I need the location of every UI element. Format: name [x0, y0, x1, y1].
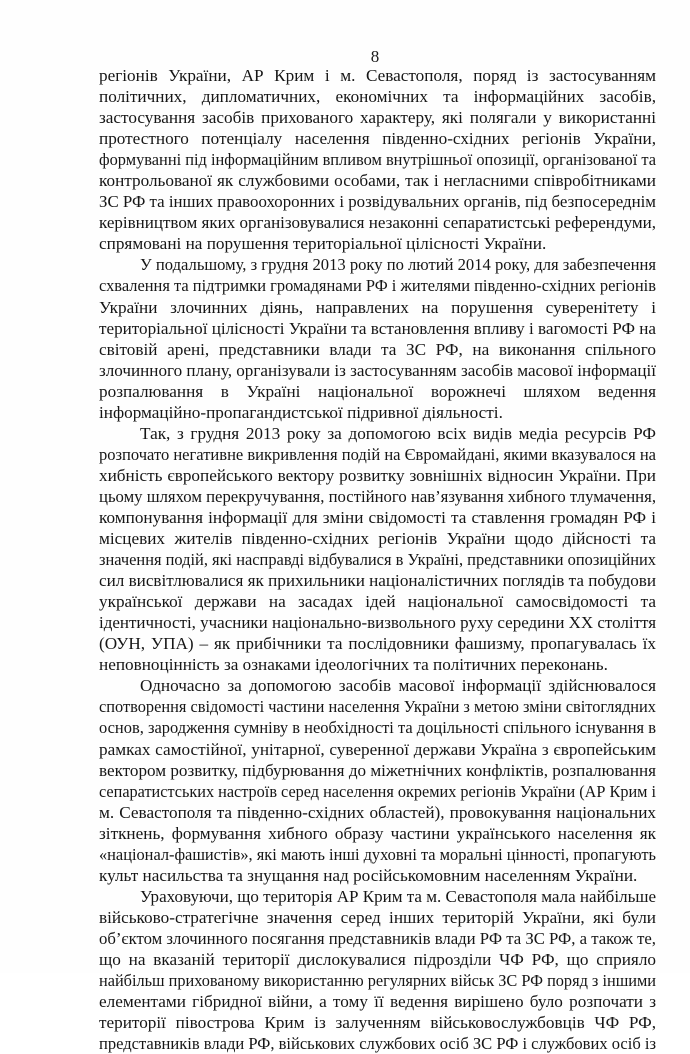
- text-line: [99, 570, 656, 591]
- text-line-content: основ, зародження сумніву в необхідності та доцільності спільного існування в: [99, 718, 656, 738]
- text-line: [99, 275, 656, 296]
- text-line-content: «націонал-фашистів», які мають інші духовні та моральні цінності, пропагують: [99, 844, 656, 864]
- text-line: [99, 760, 656, 781]
- text-line: [99, 486, 656, 507]
- text-line: [99, 717, 656, 738]
- text-line: [99, 528, 656, 549]
- text-line: [99, 318, 656, 339]
- paragraph: [99, 886, 656, 1054]
- paragraph: [99, 675, 656, 885]
- text-line-content: розпалювання в Україні національної ворожнечі шляхом ведення: [99, 381, 656, 401]
- text-line: [99, 381, 656, 402]
- text-line-content: зіткнень, формування хибного образу частини українського населення як: [99, 823, 656, 843]
- text-line: [99, 549, 656, 570]
- text-line-content: (ОУН, УПА) – як прибічники та послідовники фашизму, пропагувалась їх: [99, 634, 656, 654]
- text-line: [99, 507, 656, 528]
- text-line-content: Одночасно за допомогою засобів масової інформації здійснювалося: [140, 676, 656, 696]
- text-line-content: застосування засобів прихованого характеру, які полягали у використанні: [99, 108, 656, 128]
- text-line-content: хибність європейського вектору розвитку зовнішніх відносин України. При: [99, 465, 656, 485]
- text-line: [99, 444, 656, 465]
- text-line: спрямовані на порушення територіальної цілісності України.: [99, 234, 547, 254]
- text-line-content: елементами гібридної війни, а тому її ведення вирішено було розпочати з: [99, 992, 656, 1012]
- text-line: [99, 212, 656, 233]
- text-line: [99, 128, 656, 149]
- text-line-content: вектором розвитку, підбурювання до міжетнічних конфліктів, розпалювання: [99, 760, 656, 780]
- text-line-content: сил висвітлювалися як прихильники націоналістичних поглядів та побудови: [99, 571, 656, 591]
- text-line: [99, 928, 656, 949]
- text-line-content: контрольованої як службовими особами, так і негласними співробітниками: [99, 171, 656, 191]
- paragraph: [99, 65, 656, 254]
- text-line-content: рамках самостійної, унітарної, суверенної держави Україна з європейським: [99, 739, 656, 759]
- text-line: [99, 696, 656, 717]
- text-line-content: компонування інформації для зміни свідомості та ставлення громадян РФ і: [99, 507, 656, 527]
- text-line: [99, 970, 656, 991]
- text-line-content: У подальшому, з грудня 2013 року по лютий 2014 року, для забезпечення: [140, 255, 656, 275]
- text-line-content: злочинного плану, організували із застосуванням засобів масової інформації: [99, 360, 656, 380]
- paragraph: [99, 254, 656, 422]
- text-line: [99, 170, 656, 191]
- page-number: 8: [370, 47, 380, 66]
- text-line: [99, 991, 656, 1012]
- text-line: [99, 107, 656, 128]
- text-line: [99, 591, 656, 612]
- text-line: [99, 86, 656, 107]
- text-line-content: Так, з грудня 2013 року за допомогою всіх видів медіа ресурсів РФ: [140, 423, 656, 443]
- text-line: [99, 465, 656, 486]
- text-line-content: м. Севастополя та південно-східних областей), провокування національних: [99, 802, 656, 822]
- text-line-content: найбільш прихованому використанню регулярних військ ЗС РФ поряд з іншими: [99, 971, 656, 991]
- text-line-content: регіонів України, АР Крим і м. Севастополя, поряд із застосуванням: [99, 66, 656, 85]
- text-line-content: ідентичності, учасники національно-визвольного руху середини XX століття: [99, 613, 656, 633]
- text-line: [99, 781, 656, 802]
- text-line-content: представників влади РФ, військових службових осіб ЗС РФ і службових осіб із: [99, 1034, 656, 1054]
- text-line: [99, 1033, 656, 1054]
- text-line-content: об’єктом злочинного посягання представників влади РФ та ЗС РФ, а також те,: [99, 928, 656, 948]
- text-line-content: схвалення та підтримки громадянами РФ і жителями південно-східних регіонів: [99, 276, 656, 296]
- text-line-content: територіальної цілісності України та встановлення впливу і вагомості РФ на: [99, 318, 656, 338]
- document-body: [99, 65, 656, 1054]
- text-line-content: Ураховуючи, що територія АР Крим та м. Севастополя мала найбільше: [140, 886, 656, 906]
- text-line-content: політичних, дипломатичних, економічних та інформаційних засобів,: [99, 87, 656, 107]
- text-line: інформаційно-пропагандистської підривної діяльності.: [99, 402, 503, 422]
- text-line-content: світовій арені, представники влади та ЗС РФ, на виконання спільного: [99, 339, 656, 359]
- text-line-content: розпочато негативне викривлення подій на Євромайдані, якими вказувалося на: [99, 444, 656, 464]
- text-line: [99, 191, 656, 212]
- text-line-content: України злочинних діянь, направлених на порушення суверенітету і: [99, 297, 656, 317]
- text-line-content: ЗС РФ та інших правоохоронних і розвідувальних органів, під безпосереднім: [99, 192, 656, 212]
- text-line: [99, 907, 656, 928]
- text-line-content: формуванні під інформаційним впливом внутрішньої опозиції, організованої та: [99, 150, 656, 170]
- text-line-content: значення подій, які насправді відбувалися в Україні, представники опозиційних: [99, 550, 656, 570]
- text-line-content: цьому шляхом перекручування, постійного нав’язування хибного тлумачення,: [99, 486, 656, 506]
- text-line: [99, 675, 656, 696]
- text-line: [99, 254, 656, 275]
- text-line: [99, 1012, 656, 1033]
- text-line-content: місцевих жителів південно-східних регіонів України щодо дійсності та: [99, 529, 656, 549]
- text-line: [99, 339, 656, 360]
- text-line-content: української держави на засадах ідей національної самосвідомості та: [99, 592, 656, 612]
- text-line: [99, 360, 656, 381]
- text-line: [99, 823, 656, 844]
- text-line-content: спотворення свідомості частини населення України з метою зміни світоглядних: [99, 697, 656, 717]
- text-line-content: військово-стратегічне значення серед інших територій України, які були: [99, 907, 656, 927]
- text-line: [99, 297, 656, 318]
- text-line: [99, 886, 656, 907]
- text-line: [99, 844, 656, 865]
- text-line-content: що на вказаній території дислокувалися підрозділи ЧФ РФ, що сприяло: [99, 949, 656, 969]
- text-line-content: сепаратистських настроїв серед населення окремих регіонів України (АР Крим і: [99, 781, 656, 801]
- text-line: неповноцінність за ознаками ідеологічних та політичних переконань.: [99, 655, 608, 675]
- text-line: [99, 423, 656, 444]
- text-line: [99, 612, 656, 633]
- text-line: культ насильства та знущання над російськомовним населенням України.: [99, 865, 638, 885]
- text-line-content: протестного потенціалу населення південно-східних регіонів України,: [99, 129, 656, 149]
- text-line: [99, 633, 656, 654]
- text-line-content: керівництвом яких організовувалися незаконні сепаратистські референдуми,: [99, 213, 656, 233]
- text-line: [99, 65, 656, 86]
- paragraph: [99, 423, 656, 676]
- text-line: [99, 149, 656, 170]
- text-line: [99, 802, 656, 823]
- text-line: [99, 949, 656, 970]
- text-line: [99, 739, 656, 760]
- text-line-content: території півострова Крим із залученням військовослужбовців ЧФ РФ,: [99, 1013, 656, 1033]
